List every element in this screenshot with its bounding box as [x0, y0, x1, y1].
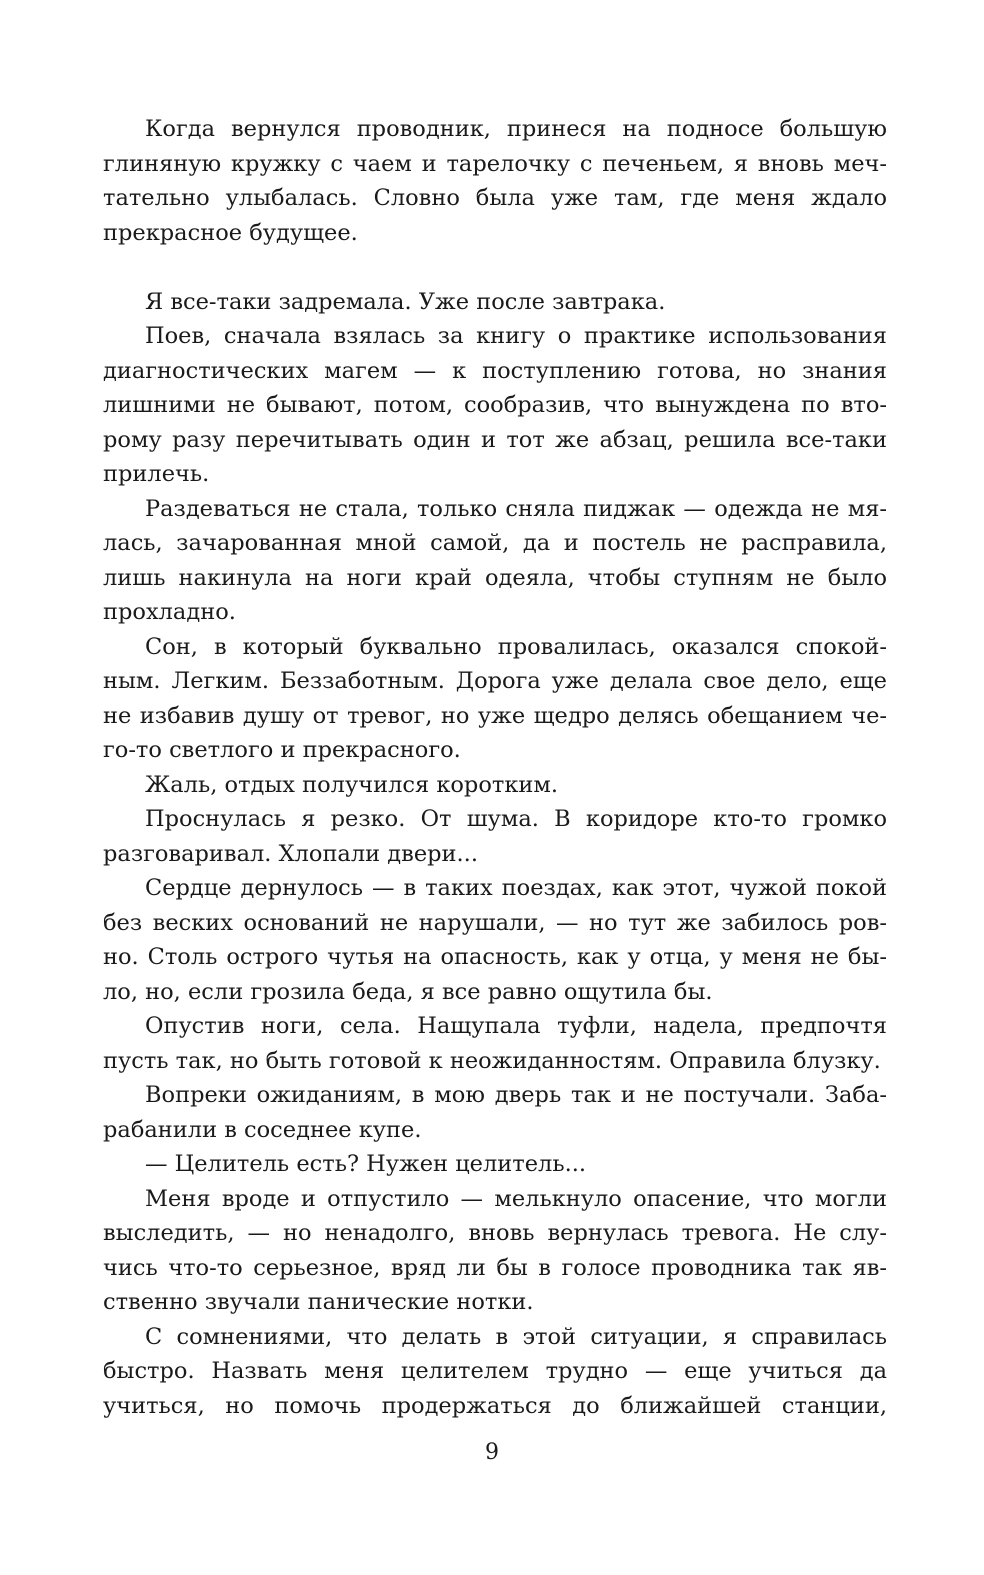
- paragraph: [103, 285, 887, 320]
- paragraph: [103, 1009, 887, 1078]
- text-line: С сомнениями, что делать в этой ситуации, я справилась: [145, 1323, 887, 1350]
- text-line: Вопреки ожиданиям, в мою дверь так и не постучали. Заба-: [145, 1082, 887, 1108]
- paragraph: [103, 1320, 887, 1424]
- text-line: рому разу перечитывать один и тот же абзац, решила все-таки: [103, 426, 887, 453]
- text-line: Сердце дернулось — в таких поездах, как этот, чужой покой: [145, 875, 887, 901]
- paragraph: [103, 1078, 887, 1147]
- text-line: Меня вроде и отпустило — мелькнуло опасение, что могли: [145, 1185, 887, 1212]
- text-line: лишними не бывают, потом, сообразив, что вынуждена по вто-: [103, 392, 887, 418]
- text-line: глиняную кружку с чаем и тарелочку с печеньем, я вновь меч-: [103, 150, 887, 177]
- text-line: учиться, но помочь продержаться до ближайшей станции,: [103, 1392, 887, 1419]
- text-line: пусть так, но быть готовой к неожиданностям. Оправила блузку.: [103, 1047, 881, 1074]
- text-line: прилечь.: [103, 461, 210, 487]
- text-line: тательно улыбалась. Словно была уже там, где меня ждало: [103, 185, 887, 211]
- text-line: лась, зачарованная мной самой, да и постель не расправила,: [103, 530, 887, 556]
- text-line: диагностических магем — к поступлению готова, но знания: [103, 357, 887, 384]
- text-line: быстро. Назвать меня целителем трудно — еще учиться да: [103, 1358, 887, 1384]
- text-line: Раздеваться не стала, только сняла пиджак — одежда не мя-: [145, 495, 887, 522]
- text-line: прохладно.: [103, 599, 236, 625]
- text-line: не избавив душу от тревог, но уже щедро делясь обещанием че-: [103, 702, 887, 729]
- text-line: ственно звучали панические нотки.: [103, 1289, 534, 1315]
- text-line: выследить, — но ненадолго, вновь вернулась тревога. Не слу-: [103, 1220, 887, 1246]
- paragraph: [103, 1147, 887, 1182]
- text-line: Жаль, отдых получился коротким.: [145, 771, 559, 798]
- text-line: Я все-таки задремала. Уже после завтрака.: [145, 288, 666, 315]
- text-line: Поев, сначала взялась за книгу о практике использования: [145, 323, 887, 349]
- paragraph: [103, 1182, 887, 1320]
- page-number: 9: [485, 1440, 499, 1465]
- text-line: Проснулась я резко. От шума. В коридоре кто-то громко: [145, 806, 887, 832]
- text-line: прекрасное будущее.: [103, 219, 358, 246]
- paragraph: [103, 768, 887, 803]
- paragraph: [103, 492, 887, 630]
- text-line: го-то светлого и прекрасного.: [103, 737, 461, 763]
- paragraph: [103, 630, 887, 768]
- text-line: Опустив ноги, села. Нащупала туфли, надела, предпочтя: [145, 1013, 887, 1039]
- body-text: [103, 112, 887, 1423]
- text-line: лишь накинула на ноги край одеяла, чтобы ступням не было: [103, 564, 887, 591]
- text-line: Когда вернулся проводник, принеся на подносе большую: [145, 116, 887, 142]
- text-line: без веских оснований не нарушали, — но тут же забилось ров-: [103, 909, 887, 936]
- text-line: — Целитель есть? Нужен целитель...: [145, 1151, 587, 1177]
- text-line: разговаривал. Хлопали двери...: [103, 840, 478, 867]
- paragraph: [103, 871, 887, 1009]
- text-line: рабанили в соседнее купе.: [103, 1116, 422, 1143]
- paragraph: [103, 112, 887, 250]
- text-line: чись что-то серьезное, вряд ли бы в голосе проводника так яв-: [103, 1254, 887, 1281]
- text-line: ло, но, если грозила беда, я все равно ощутила бы.: [103, 978, 713, 1005]
- paragraph: [103, 319, 887, 492]
- text-line: Сон, в который буквально провалилась, оказался спокой-: [145, 633, 887, 660]
- paragraph: [103, 802, 887, 871]
- text-line: ным. Легким. Беззаботным. Дорога уже делала свое дело, еще: [103, 668, 887, 694]
- text-line: но. Столь острого чутья на опасность, как у отца, у меня не бы-: [103, 944, 887, 970]
